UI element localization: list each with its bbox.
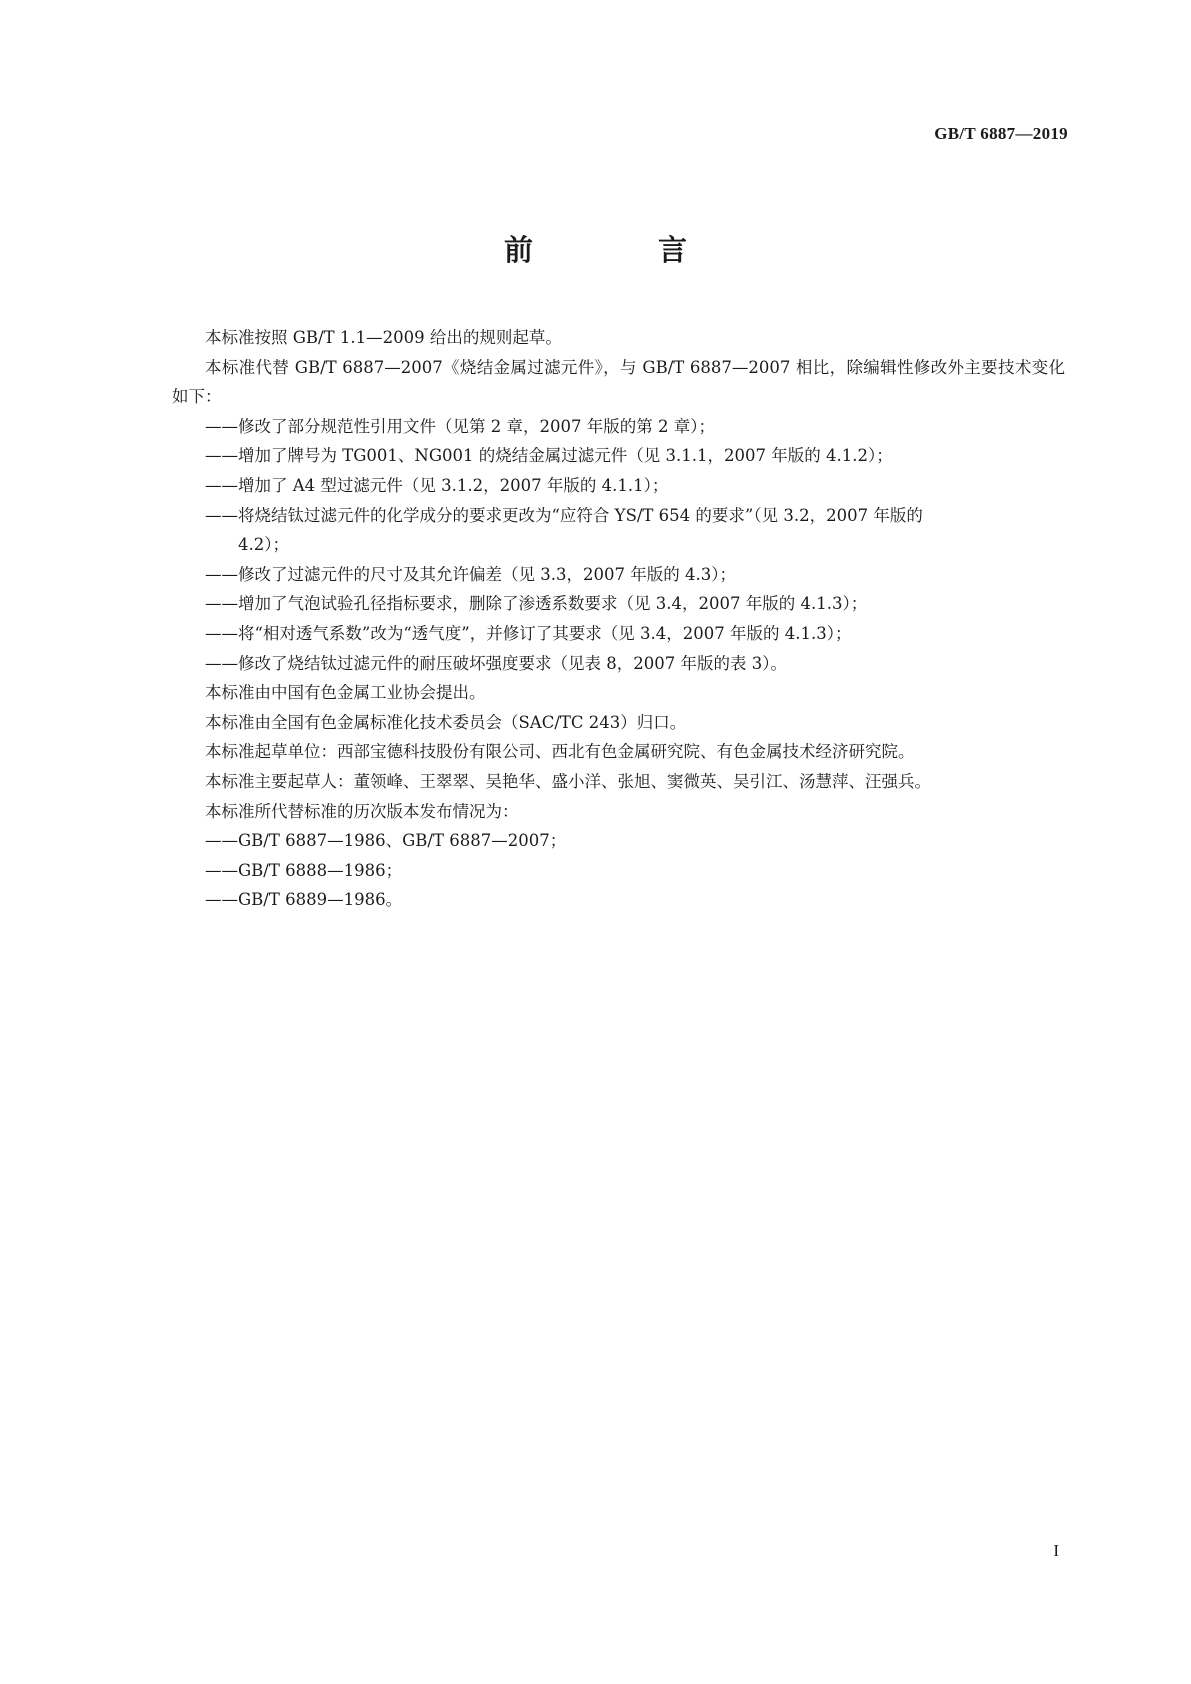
paragraph-drafters: 本标准主要起草人：董领峰、王翠翠、吴艳华、盛小洋、张旭、窦微英、吴引江、汤慧萍、汪强兵。 — [205, 771, 931, 791]
change-item-1: ——修改了部分规范性引用文件（见第 2 章，2007 年版的第 2 章）； — [205, 416, 715, 436]
paragraph-replacement: 本标准代替 GB/T 6887—2007《烧结金属过滤元件》，与 GB/T 6887—2007 相比，除编辑性修改外主要技术变化如下： — [172, 357, 1065, 407]
change-item-2: ——增加了牌号为 TG001、NG001 的烧结金属过滤元件（见 3.1.1，2007 年版的 4.1.2）； — [205, 446, 893, 466]
paragraph-history-intro: 本标准所代替标准的历次版本发布情况为： — [205, 801, 519, 821]
page-number: I — [1053, 1541, 1059, 1560]
standard-code: GB/T 6887—2019 — [934, 124, 1068, 143]
change-item-4-line-1: ——将烧结钛过滤元件的化学成分的要求更改为“应符合 YS/T 654 的要求”（见 3.2，2007 年版的 — [205, 505, 923, 525]
foreword-body — [172, 323, 1065, 915]
change-item-4-line-2: 4.2）； — [238, 535, 289, 555]
change-item-7: ——将“相对透气系数”改为“透气度”，并修订了其要求（见 3.4，2007 年版的 4.1.3）； — [205, 623, 852, 643]
paragraph-proposer: 本标准由中国有色金属工业协会提出。 — [205, 683, 486, 703]
change-item-3: ——增加了 A4 型过滤元件（见 3.1.2，2007 年版的 4.1.1）； — [205, 475, 669, 495]
history-item-3: ——GB/T 6889—1986。 — [205, 890, 403, 910]
page-title: 前 言 — [503, 233, 735, 267]
paragraph-drafting-units: 本标准起草单位：西部宝德科技股份有限公司、西北有色金属研究院、有色金属技术经济研究院。 — [205, 742, 915, 762]
history-item-2: ——GB/T 6888—1986； — [205, 860, 403, 880]
change-item-4 — [172, 501, 1065, 560]
paragraph-committee: 本标准由全国有色金属标准化技术委员会（SAC/TC 243）归口。 — [205, 712, 687, 732]
paragraph-drafting-rules: 本标准按照 GB/T 1.1—2009 给出的规则起草。 — [205, 328, 562, 347]
change-item-6: ——增加了气泡试验孔径指标要求，删除了渗透系数要求（见 3.4，2007 年版的 4.1.3）； — [205, 594, 868, 614]
change-item-8: ——修改了烧结钛过滤元件的耐压破坏强度要求（见表 8，2007 年版的表 3）。 — [205, 653, 787, 673]
history-item-1: ——GB/T 6887—1986、GB/T 6887—2007； — [205, 831, 567, 851]
change-item-5: ——修改了过滤元件的尺寸及其允许偏差（见 3.3，2007 年版的 4.3）； — [205, 564, 736, 584]
